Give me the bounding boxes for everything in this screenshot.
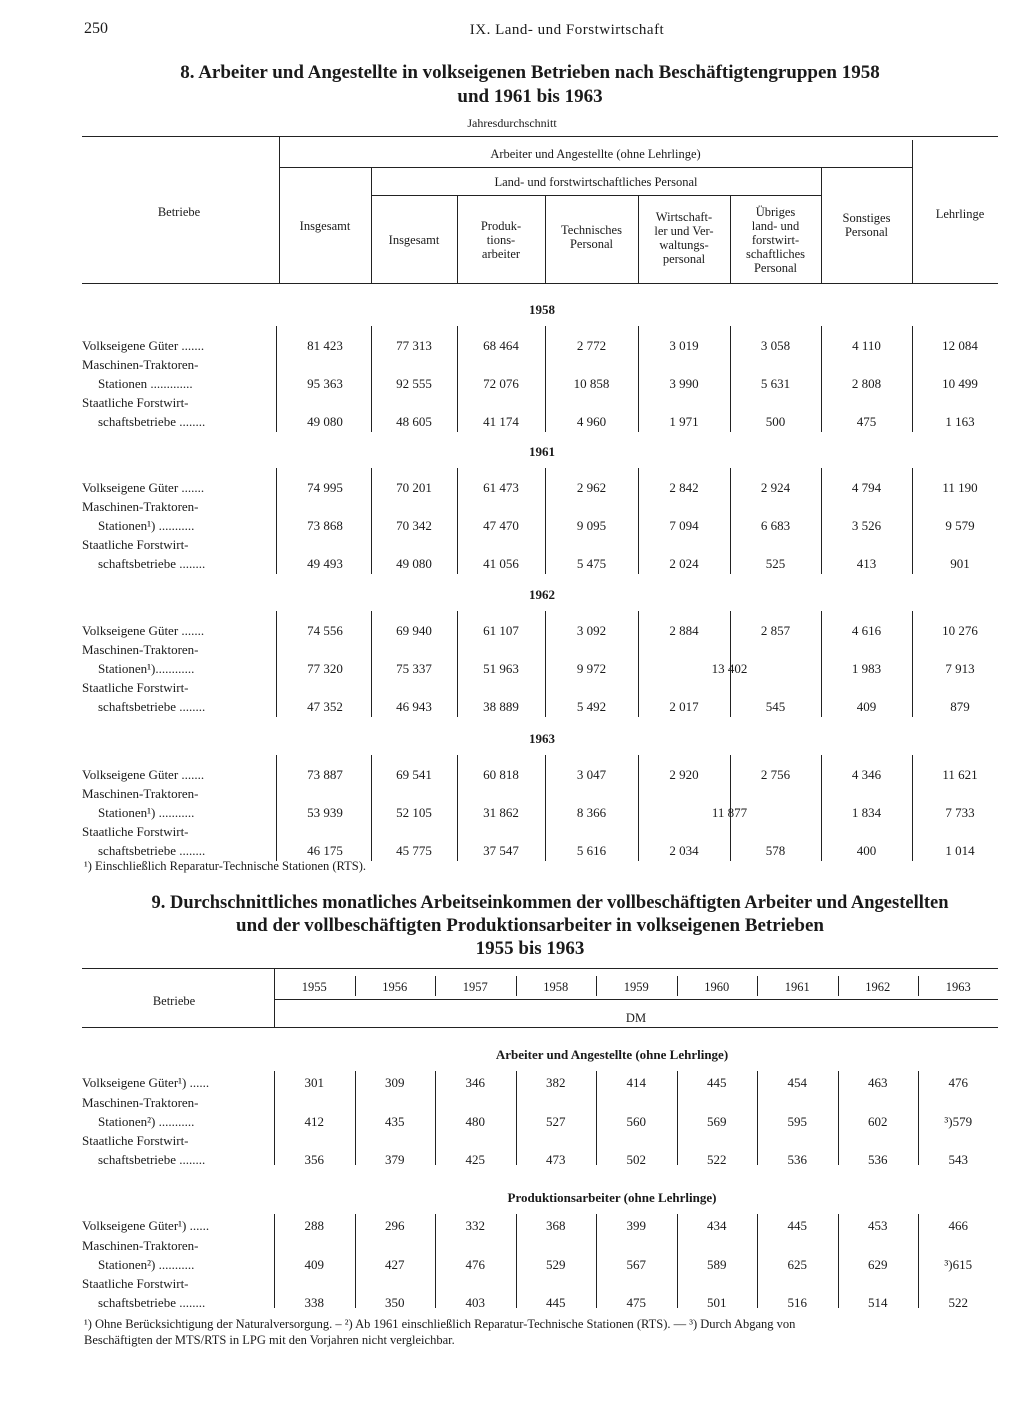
header-line: land- und bbox=[751, 219, 800, 233]
year-sep bbox=[516, 976, 517, 996]
table8-top-rule bbox=[82, 136, 998, 137]
table-cell: 74 556 bbox=[307, 623, 343, 638]
col-insgesamt-land-header: Insgesamt bbox=[388, 233, 440, 247]
table-cell: 7 733 bbox=[945, 805, 975, 820]
table-cell: 3 058 bbox=[760, 338, 791, 353]
table-cell: 2 034 bbox=[669, 843, 699, 858]
header-line: Technisches bbox=[561, 223, 622, 237]
table8-vline bbox=[276, 611, 277, 717]
table-cell: ³)615 bbox=[944, 1257, 973, 1272]
row-label-cont: schaftsbetriebe ........ bbox=[98, 414, 206, 429]
table-cell: 409 bbox=[304, 1257, 324, 1272]
table-cell: 403 bbox=[465, 1295, 485, 1310]
year-sep bbox=[757, 976, 758, 996]
header-line: Personal bbox=[569, 237, 614, 251]
year-sep bbox=[918, 976, 919, 996]
table-cell: 578 bbox=[765, 843, 786, 858]
table-cell: 10 858 bbox=[573, 376, 610, 391]
table-cell: 480 bbox=[465, 1114, 485, 1129]
table-cell: 3 019 bbox=[669, 338, 699, 353]
row-label: Maschinen-Traktoren- bbox=[82, 1095, 199, 1110]
table-cell: 68 464 bbox=[483, 338, 519, 353]
table-cell: 9 579 bbox=[945, 518, 975, 533]
running-head: IX. Land- und Forstwirtschaft bbox=[469, 22, 665, 38]
table-cell: 425 bbox=[465, 1152, 485, 1167]
year-header: 1956 bbox=[382, 980, 408, 994]
table-cell: 567 bbox=[626, 1257, 646, 1272]
table-cell: 536 bbox=[787, 1152, 807, 1167]
table-cell: 522 bbox=[707, 1152, 727, 1167]
row-label-cont: Stationen¹) ........... bbox=[98, 518, 195, 533]
year-header: 1960 bbox=[704, 980, 730, 994]
table-cell: 560 bbox=[626, 1114, 646, 1129]
year-header: 1959 bbox=[623, 980, 649, 994]
table-cell: 6 683 bbox=[760, 518, 791, 533]
table-cell: 629 bbox=[868, 1257, 888, 1272]
table-cell: 475 bbox=[626, 1295, 646, 1310]
year-sep bbox=[677, 976, 678, 996]
year-header: 1955 bbox=[301, 980, 327, 994]
table-cell: 9 972 bbox=[576, 661, 607, 676]
table-cell: 2 808 bbox=[851, 376, 882, 391]
table-cell: 435 bbox=[385, 1114, 405, 1129]
table-cell: 73 887 bbox=[307, 767, 343, 782]
table8-footnote: ¹) Einschließlich Reparatur-Technische Stationen (RTS). bbox=[84, 859, 366, 873]
table-cell: 514 bbox=[868, 1295, 888, 1310]
table-cell: 427 bbox=[385, 1257, 405, 1272]
table-cell: 409 bbox=[856, 699, 877, 714]
table-cell: 3 526 bbox=[851, 518, 882, 533]
table-cell: 368 bbox=[546, 1218, 566, 1233]
table8-group-rule bbox=[279, 167, 912, 168]
table-cell: 46 175 bbox=[307, 843, 343, 858]
table-cell: 5 631 bbox=[760, 376, 791, 391]
table-cell: 296 bbox=[385, 1218, 405, 1233]
table-cell: 95 363 bbox=[307, 376, 343, 391]
table8-header-bottom-rule bbox=[82, 283, 998, 284]
year-heading: 1958 bbox=[529, 302, 555, 317]
section-heading: Produktionsarbeiter (ohne Lehrlinge) bbox=[507, 1190, 717, 1205]
row-label: Staatliche Forstwirt- bbox=[82, 537, 189, 552]
table-cell: 501 bbox=[707, 1295, 727, 1310]
table-cell: 288 bbox=[304, 1218, 324, 1233]
table-cell: 379 bbox=[385, 1152, 405, 1167]
table-cell: 41 056 bbox=[483, 556, 519, 571]
table-cell: 4 794 bbox=[851, 480, 882, 495]
table-cell: 5 492 bbox=[576, 699, 607, 714]
table-cell: 49 080 bbox=[307, 414, 343, 429]
table-cell: 77 320 bbox=[307, 661, 343, 676]
table-cell: 2 962 bbox=[576, 480, 607, 495]
table-cell: 454 bbox=[787, 1075, 807, 1090]
table-cell: 346 bbox=[465, 1075, 485, 1090]
table-cell: 38 889 bbox=[483, 699, 519, 714]
table-cell: 595 bbox=[787, 1114, 807, 1129]
table-cell: 502 bbox=[626, 1152, 646, 1167]
table-cell: 11 877 bbox=[711, 805, 748, 820]
table-cell: 545 bbox=[765, 699, 786, 714]
table-cell: 12 084 bbox=[942, 338, 978, 353]
table-cell: 70 201 bbox=[396, 480, 432, 495]
col-lehrlinge-header: Lehrlinge bbox=[935, 207, 985, 221]
header-line: Übriges bbox=[755, 205, 796, 219]
row-label: Maschinen-Traktoren- bbox=[82, 642, 199, 657]
table-cell: 414 bbox=[626, 1075, 646, 1090]
table-cell: 51 963 bbox=[483, 661, 519, 676]
table-cell: 434 bbox=[707, 1218, 727, 1233]
col-insgesamt-header: Insgesamt bbox=[299, 219, 351, 233]
table-cell: 399 bbox=[626, 1218, 646, 1233]
table-cell: ³)579 bbox=[944, 1114, 973, 1129]
table-cell: 61 473 bbox=[483, 480, 519, 495]
table-cell: 5 616 bbox=[576, 843, 607, 858]
row-label: Volkseigene Güter¹) ...... bbox=[82, 1075, 210, 1090]
table-cell: 9 095 bbox=[576, 518, 607, 533]
table-cell: 382 bbox=[546, 1075, 566, 1090]
table-cell: 81 423 bbox=[307, 338, 343, 353]
table-cell: 2 920 bbox=[669, 767, 699, 782]
row-label: Maschinen-Traktoren- bbox=[82, 1238, 199, 1253]
table-cell: 466 bbox=[948, 1218, 968, 1233]
table-cell: 1 014 bbox=[945, 843, 975, 858]
year-sep bbox=[596, 976, 597, 996]
col-wirtschaftler-header bbox=[638, 210, 730, 266]
table-cell: 48 605 bbox=[396, 414, 432, 429]
table-cell: 47 352 bbox=[307, 699, 343, 714]
table-cell: 356 bbox=[304, 1152, 324, 1167]
table-cell: 529 bbox=[546, 1257, 566, 1272]
header-line: forstwirt- bbox=[751, 233, 800, 247]
row-label-cont: Stationen²) ........... bbox=[98, 1114, 195, 1129]
table-cell: 543 bbox=[948, 1152, 968, 1167]
row-label: Maschinen-Traktoren- bbox=[82, 786, 199, 801]
table-cell: 338 bbox=[304, 1295, 324, 1310]
header-line: Personal bbox=[844, 225, 889, 239]
table-cell: 445 bbox=[787, 1218, 807, 1233]
table9-title-line1: 9. Durchschnittliches monatliches Arbeitseinkommen der vollbeschäftigten Arbeiter und Angestellten bbox=[151, 893, 949, 913]
table-cell: 476 bbox=[465, 1257, 485, 1272]
table9-years-rule bbox=[274, 999, 998, 1000]
table-cell: 10 499 bbox=[942, 376, 978, 391]
table-cell: 463 bbox=[868, 1075, 888, 1090]
col-betriebe-header: Betriebe bbox=[157, 205, 201, 219]
table8-title-line1: 8. Arbeiter und Angestellte in volkseigenen Betrieben nach Beschäftigtengruppen 1958 bbox=[180, 62, 880, 83]
year-header: 1957 bbox=[462, 980, 488, 994]
table-cell: 75 337 bbox=[396, 661, 432, 676]
table-cell: 46 943 bbox=[396, 699, 432, 714]
row-label: Maschinen-Traktoren- bbox=[82, 499, 199, 514]
table-cell: 1 983 bbox=[851, 661, 882, 676]
table9-footnote-line2: Beschäftigten der MTS/RTS in LPG mit den Vorjahren nicht vergleichbar. bbox=[84, 1333, 455, 1347]
table-cell: 49 493 bbox=[307, 556, 343, 571]
row-label: Staatliche Forstwirt- bbox=[82, 824, 189, 839]
row-label-cont: schaftsbetriebe ........ bbox=[98, 699, 206, 714]
table-cell: 37 547 bbox=[483, 843, 519, 858]
table-cell: 31 862 bbox=[483, 805, 519, 820]
table-cell: 3 990 bbox=[669, 376, 699, 391]
year-heading: 1962 bbox=[529, 587, 555, 602]
table-cell: 879 bbox=[950, 699, 970, 714]
table-cell: 11 190 bbox=[942, 480, 978, 495]
table-cell: 73 868 bbox=[307, 518, 343, 533]
table-cell: 569 bbox=[707, 1114, 727, 1129]
table-cell: 7 094 bbox=[669, 518, 699, 533]
table-cell: 476 bbox=[948, 1075, 968, 1090]
header-line: arbeiter bbox=[481, 247, 521, 261]
table8-subtitle: Jahresdurchschnitt bbox=[467, 116, 557, 130]
table-cell: 7 913 bbox=[945, 661, 975, 676]
table-cell: 2 857 bbox=[760, 623, 791, 638]
col-produktionsarbeiter-header bbox=[457, 219, 545, 261]
row-label: Volkseigene Güter ....... bbox=[82, 338, 205, 353]
table9-unit: DM bbox=[625, 1011, 647, 1025]
table-cell: 4 110 bbox=[852, 338, 881, 353]
table-cell: 2 842 bbox=[669, 480, 699, 495]
group-header: Arbeiter und Angestellte (ohne Lehrlinge) bbox=[490, 147, 701, 161]
table-cell: 5 475 bbox=[576, 556, 607, 571]
header-line: tions- bbox=[486, 233, 516, 247]
table-cell: 52 105 bbox=[396, 805, 432, 820]
table-cell: 11 621 bbox=[942, 767, 978, 782]
table-cell: 8 366 bbox=[576, 805, 607, 820]
subgroup-header: Land- und forstwirtschaftliches Personal bbox=[494, 175, 698, 189]
table-cell: 92 555 bbox=[396, 376, 432, 391]
table-cell: 445 bbox=[707, 1075, 727, 1090]
table-cell: 453 bbox=[868, 1218, 888, 1233]
year-heading: 1961 bbox=[529, 444, 555, 459]
table-cell: 49 080 bbox=[396, 556, 432, 571]
table-cell: 72 076 bbox=[483, 376, 519, 391]
row-label-cont: schaftsbetriebe ........ bbox=[98, 1152, 206, 1167]
table-cell: 53 939 bbox=[307, 805, 343, 820]
year-header: 1961 bbox=[784, 980, 810, 994]
table9-betriebe-header: Betriebe bbox=[152, 994, 196, 1008]
table-cell: 3 047 bbox=[576, 767, 607, 782]
table9-header-bottom-rule bbox=[82, 1027, 998, 1028]
table-cell: 3 092 bbox=[576, 623, 607, 638]
year-header: 1958 bbox=[543, 980, 569, 994]
table8-vline bbox=[276, 468, 277, 574]
header-line: personal bbox=[662, 252, 706, 266]
table-cell: 412 bbox=[304, 1114, 324, 1129]
table-cell: 500 bbox=[765, 414, 786, 429]
table-cell: 413 bbox=[856, 556, 877, 571]
table9-title-line2: und der vollbeschäftigten Produktionsarbeiter in volkseigenen Betrieben bbox=[236, 915, 824, 936]
table9-top-rule bbox=[82, 968, 998, 969]
table-cell: 2 884 bbox=[669, 623, 699, 638]
table-cell: 13 402 bbox=[711, 661, 748, 676]
table-cell: 41 174 bbox=[483, 414, 519, 429]
table-cell: 61 107 bbox=[483, 623, 519, 638]
table8-vline bbox=[276, 755, 277, 861]
row-label: Staatliche Forstwirt- bbox=[82, 1276, 189, 1291]
row-label: Staatliche Forstwirt- bbox=[82, 1133, 189, 1148]
table-cell: 45 775 bbox=[396, 843, 432, 858]
header-line: waltungs- bbox=[659, 238, 709, 252]
table-cell: 332 bbox=[465, 1218, 485, 1233]
table-cell: 1 971 bbox=[669, 414, 699, 429]
table-cell: 589 bbox=[707, 1257, 727, 1272]
row-label-cont: Stationen¹)............ bbox=[98, 661, 195, 676]
section-heading: Arbeiter und Angestellte (ohne Lehrlinge) bbox=[495, 1047, 729, 1062]
table-cell: 2 017 bbox=[669, 699, 699, 714]
table-cell: 527 bbox=[546, 1114, 566, 1129]
year-header: 1962 bbox=[865, 980, 891, 994]
header-line: schaftliches bbox=[745, 247, 805, 261]
row-label-cont: schaftsbetriebe ........ bbox=[98, 843, 206, 858]
table-cell: 525 bbox=[765, 556, 786, 571]
row-label-cont: Stationen¹) ........... bbox=[98, 805, 195, 820]
table9-title-line3: 1955 bis 1963 bbox=[475, 938, 585, 959]
row-label: Volkseigene Güter ....... bbox=[82, 480, 205, 495]
table-cell: 2 756 bbox=[760, 767, 791, 782]
table-cell: 2 924 bbox=[760, 480, 791, 495]
table-cell: 4 616 bbox=[851, 623, 882, 638]
table-cell: 77 313 bbox=[396, 338, 432, 353]
year-heading: 1963 bbox=[529, 731, 555, 746]
table-cell: 69 541 bbox=[396, 767, 432, 782]
table8-title-line2: und 1961 bis 1963 bbox=[457, 86, 603, 107]
row-label-cont: schaftsbetriebe ........ bbox=[98, 1295, 206, 1310]
header-line: Sonstiges bbox=[842, 211, 891, 225]
table-cell: 1 163 bbox=[945, 414, 975, 429]
table-cell: 475 bbox=[856, 414, 877, 429]
table-cell: 301 bbox=[304, 1075, 324, 1090]
row-label: Volkseigene Güter ....... bbox=[82, 623, 205, 638]
table-cell: 901 bbox=[950, 556, 970, 571]
row-label: Maschinen-Traktoren- bbox=[82, 357, 199, 372]
table-cell: 473 bbox=[546, 1152, 566, 1167]
table-cell: 2 772 bbox=[576, 338, 607, 353]
row-label: Volkseigene Güter ....... bbox=[82, 767, 205, 782]
table-cell: 2 024 bbox=[669, 556, 699, 571]
table-cell: 309 bbox=[385, 1075, 405, 1090]
col-uebriges-header bbox=[730, 205, 821, 275]
table8-subgroup-rule bbox=[371, 195, 821, 196]
year-sep bbox=[838, 976, 839, 996]
table-cell: 74 995 bbox=[307, 480, 343, 495]
row-label: Staatliche Forstwirt- bbox=[82, 395, 189, 410]
table-cell: 47 470 bbox=[483, 518, 519, 533]
row-label: Volkseigene Güter¹) ...... bbox=[82, 1218, 210, 1233]
table-cell: 1 834 bbox=[851, 805, 882, 820]
table-cell: 350 bbox=[385, 1295, 405, 1310]
table-cell: 69 940 bbox=[396, 623, 432, 638]
year-header: 1963 bbox=[945, 980, 971, 994]
row-label-cont: Stationen²) ........... bbox=[98, 1257, 195, 1272]
table-cell: 400 bbox=[856, 843, 877, 858]
table8-vline bbox=[276, 326, 277, 432]
year-sep bbox=[435, 976, 436, 996]
table-cell: 60 818 bbox=[483, 767, 519, 782]
table9-footnote-line1: ¹) Ohne Berücksichtigung der Naturalversorgung. – ²) Ab 1961 einschließlich Reparatur-Technische Stationen (RTS). — ³) Durch Abgang von bbox=[84, 1317, 796, 1331]
table-cell: 522 bbox=[948, 1295, 968, 1310]
table-cell: 625 bbox=[787, 1257, 807, 1272]
table-cell: 10 276 bbox=[942, 623, 978, 638]
row-label: Staatliche Forstwirt- bbox=[82, 680, 189, 695]
year-sep bbox=[355, 976, 356, 996]
page-number: 250 bbox=[84, 20, 108, 37]
col-technisches-header bbox=[545, 223, 638, 251]
table-cell: 445 bbox=[546, 1295, 566, 1310]
row-label-cont: Stationen ............. bbox=[98, 376, 193, 391]
header-line: Personal bbox=[753, 261, 798, 275]
table-cell: 4 346 bbox=[851, 767, 882, 782]
header-line: Wirtschaft- bbox=[655, 210, 713, 224]
table-cell: 516 bbox=[787, 1295, 807, 1310]
row-label-cont: schaftsbetriebe ........ bbox=[98, 556, 206, 571]
header-line: ler und Ver- bbox=[654, 224, 714, 238]
table-cell: 602 bbox=[868, 1114, 888, 1129]
table-cell: 536 bbox=[868, 1152, 888, 1167]
col-sonstiges-header bbox=[821, 211, 912, 239]
header-line: Produk- bbox=[480, 219, 522, 233]
table-cell: 4 960 bbox=[576, 414, 607, 429]
table-cell: 70 342 bbox=[396, 518, 432, 533]
